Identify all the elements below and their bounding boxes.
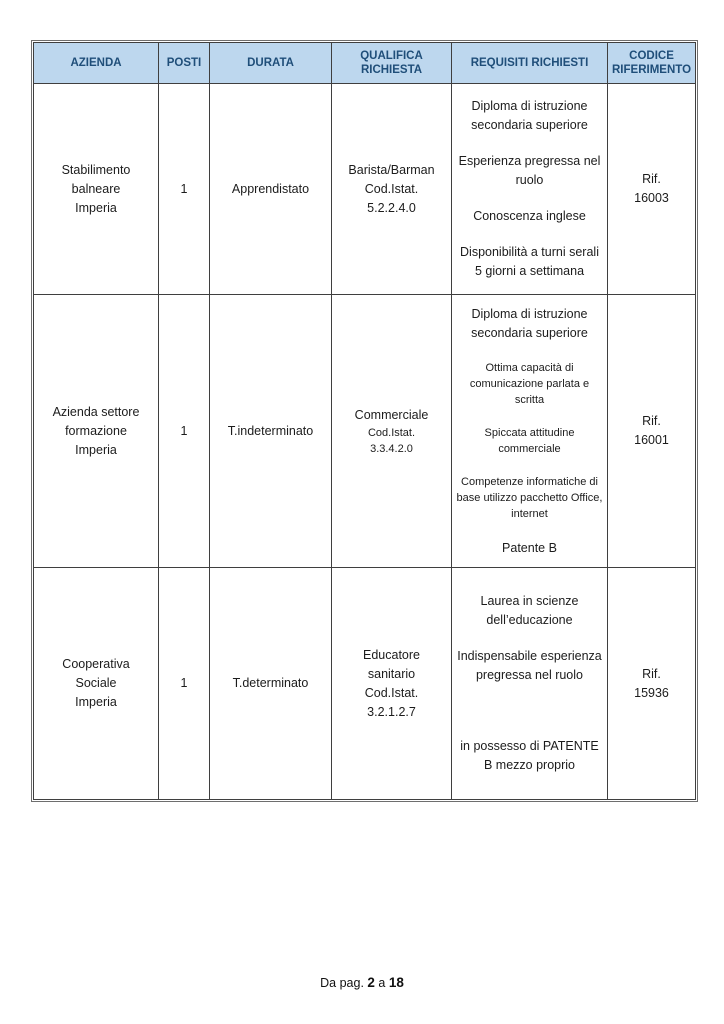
cell-posti: 1	[159, 84, 210, 295]
cell-line: 3.2.1.2.7	[367, 704, 416, 719]
cell-requisiti	[452, 84, 608, 295]
column-header-durata: DURATA	[210, 43, 332, 84]
table-body	[34, 84, 696, 800]
cell-line: 3.3.4.2.0	[370, 442, 413, 455]
column-header-posti: POSTI	[159, 43, 210, 84]
cell-qualifica	[332, 84, 452, 295]
cell-line: in possesso di PATENTE B mezzo proprio	[460, 739, 599, 772]
cell-line: sanitario	[367, 666, 416, 681]
cell-codice-riferimento	[608, 84, 696, 295]
cell-line: Competenze informatiche di base utilizzo pacchetto Office, internet	[456, 475, 603, 520]
cell-line: Cod.Istat.	[364, 685, 419, 700]
cell-line: Rif.	[642, 414, 661, 428]
table-header-row	[34, 43, 696, 84]
footer-text: Da pag.	[320, 976, 368, 990]
cell-durata: Apprendistato	[210, 84, 332, 295]
cell-codice-riferimento	[608, 568, 696, 800]
cell-line: Cod.Istat.	[367, 426, 416, 439]
cell-azienda	[34, 84, 159, 295]
job-listings-table	[33, 42, 696, 800]
cell-azienda	[34, 568, 159, 800]
cell-posti: 1	[159, 295, 210, 568]
cell-qualifica	[332, 568, 452, 800]
column-header-qualifica: QUALIFICA RICHIESTA	[332, 43, 452, 84]
cell-line: Indispensabile esperienza pregressa nel ruolo	[457, 649, 602, 682]
page-footer	[0, 975, 724, 990]
cell-line: Rif.	[642, 666, 661, 681]
cell-line: Azienda settore	[52, 404, 140, 419]
cell-line: Diploma di istruzione secondaria superiore	[471, 306, 588, 340]
footer-page-number: 2	[367, 975, 375, 990]
cell-line: Imperia	[75, 442, 117, 457]
cell-line: Barista/Barman	[348, 162, 435, 177]
cell-line: formazione	[65, 423, 127, 438]
cell-line: Sociale	[75, 676, 117, 690]
cell-line: Cod.Istat.	[364, 181, 419, 196]
cell-line: 15936	[634, 685, 669, 700]
cell-line: 5.2.2.4.0	[367, 200, 416, 215]
cell-line: Educatore	[363, 647, 420, 662]
cell-line: Disponibilità a turni serali 5 giorni a settimana	[460, 245, 599, 278]
table-row	[34, 295, 696, 568]
cell-line: Stabilimento	[61, 162, 131, 177]
cell-line: Esperienza pregressa nel ruolo	[458, 154, 601, 187]
cell-line: Diploma di istruzione secondaria superiore	[471, 99, 588, 132]
cell-line: Imperia	[75, 695, 117, 709]
cell-line: Spiccata attitudine commerciale	[484, 426, 575, 455]
footer-text: a	[374, 976, 389, 990]
column-header-codice: CODICE RIFERIMENTO	[608, 43, 696, 84]
cell-line: Conoscenza inglese	[473, 209, 586, 223]
cell-line: Ottima capacità di comunicazione parlata e scritta	[469, 361, 590, 406]
cell-azienda	[34, 295, 159, 568]
cell-line: 16003	[634, 191, 669, 205]
cell-codice-riferimento	[608, 295, 696, 568]
cell-line: Imperia	[75, 200, 117, 215]
table-row	[34, 568, 696, 800]
cell-line: Laurea in scienze dell’educazione	[480, 594, 579, 627]
cell-line: Cooperativa	[62, 657, 130, 671]
column-header-requisiti: REQUISITI RICHIESTI	[452, 43, 608, 84]
footer-page-number: 18	[388, 975, 404, 990]
cell-posti: 1	[159, 568, 210, 800]
cell-durata: T.determinato	[210, 568, 332, 800]
cell-qualifica	[332, 295, 452, 568]
cell-line: Commerciale	[354, 407, 429, 422]
cell-requisiti	[452, 568, 608, 800]
column-header-azienda: AZIENDA	[34, 43, 159, 84]
cell-line: 16001	[634, 433, 669, 447]
cell-line: Patente B	[502, 540, 557, 555]
cell-line: balneare	[71, 181, 121, 196]
cell-line: Rif.	[642, 172, 661, 186]
table-row	[34, 84, 696, 295]
cell-durata: T.indeterminato	[210, 295, 332, 568]
cell-requisiti	[452, 295, 608, 568]
